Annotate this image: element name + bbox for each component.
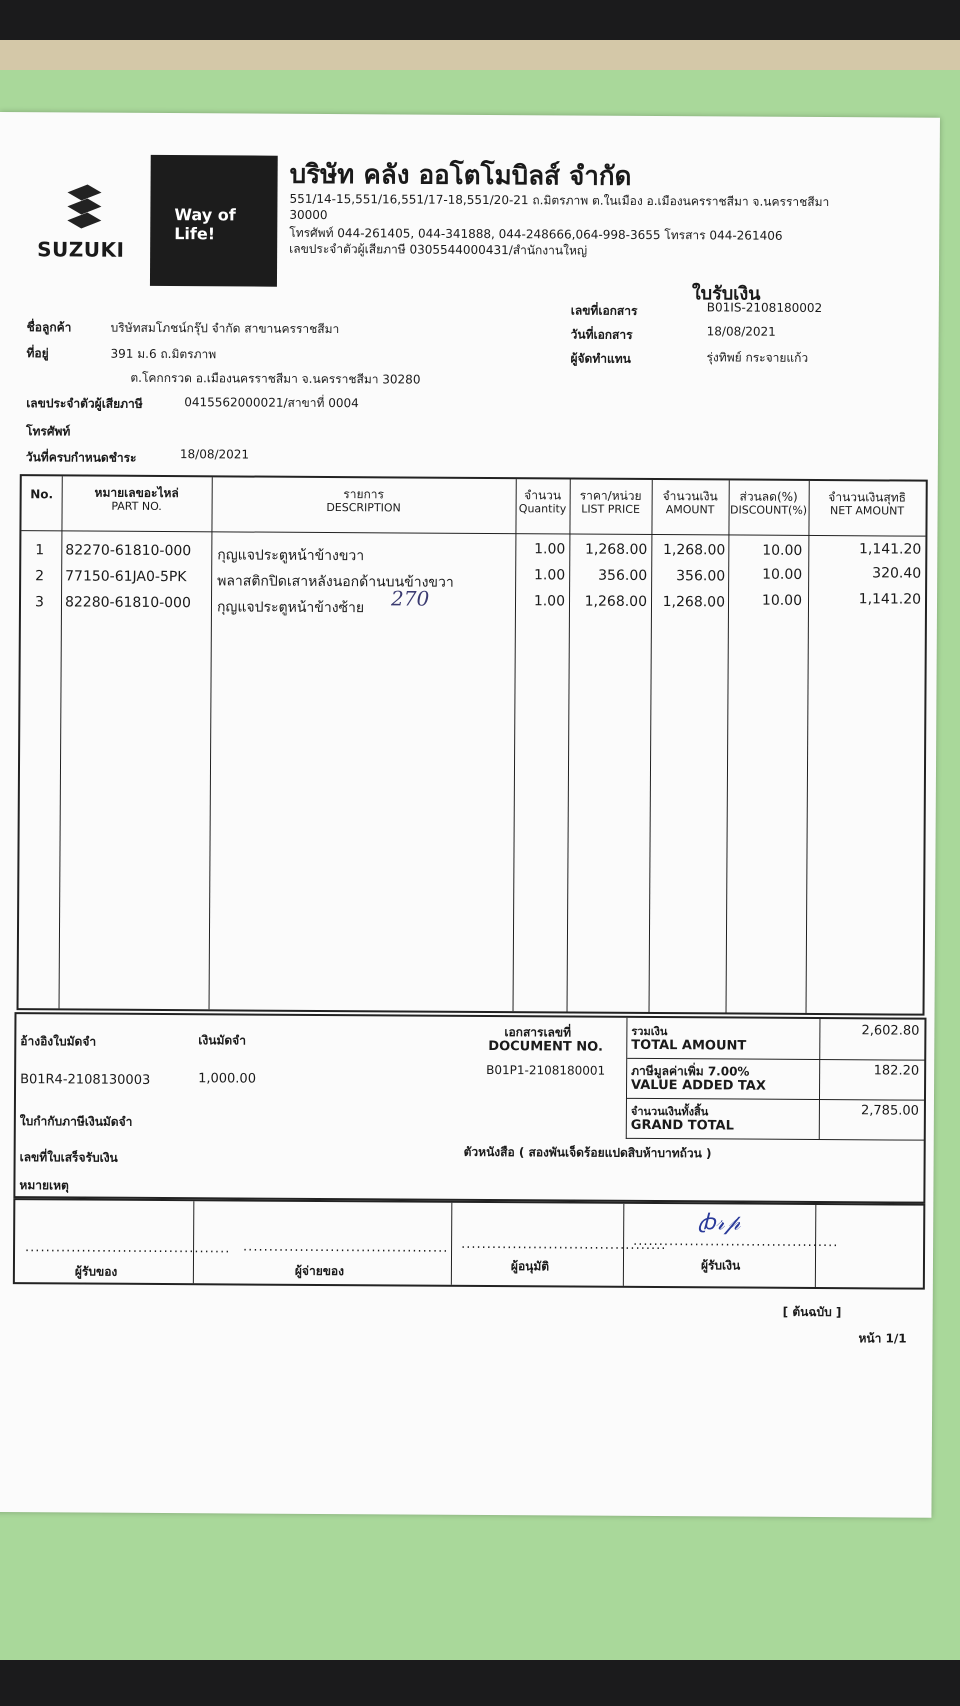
company-name: บริษัท คลัง ออโตโมบิลส์ จำกัด (289, 159, 632, 192)
customer-tax-label: เลขประจำตัวผู้เสียภาษี (26, 396, 143, 411)
customer-phone-label: โทรศัพท์ (26, 424, 71, 439)
docno-label-th: เอกสารเลขที่ (504, 1025, 572, 1040)
handwritten-signature: ꞗ𝓇𝓅 (697, 1210, 741, 1236)
grand-total: 2,785.00 (860, 1103, 919, 1119)
col-header-list-price: ราคา/หน่วย LIST PRICE (579, 488, 642, 516)
deposit-label: เงินมัดจำ (198, 1033, 247, 1048)
due-date: 18/08/2021 (179, 447, 250, 462)
copy-label: [ ต้นฉบับ ] (782, 1304, 842, 1320)
receipt-no-label: เลขที่ใบเสร็จรับเงิน (19, 1150, 118, 1165)
col-header-no: No. (30, 487, 54, 502)
col-header-part: หมายเลขอะไหล่ PART NO. (94, 485, 179, 513)
table-header-divider (21, 530, 925, 537)
receiver-money-label: ผู้รับเงิน (700, 1258, 741, 1273)
vat-label-en: VALUE ADDED TAX (631, 1077, 766, 1094)
items-table (17, 474, 928, 1016)
page-number: หน้า 1/1 (858, 1331, 907, 1346)
signature-line: ........................................ (243, 1239, 449, 1256)
table-row: 3 82280-61810-000 กุญแจประตูหน้าข้างซ้าย 1.00 1,268.00 1,268.00 10.00 1,141.20 (34, 591, 922, 617)
doc-no: B01IS-2108180002 (706, 300, 823, 316)
summary-box (13, 1012, 926, 1204)
doc-date-label: วันที่เอกสาร (570, 327, 633, 342)
deposit-ref-label: อ้างอิงใบมัดจำ (20, 1034, 97, 1049)
slogan: Way of Life! (174, 205, 236, 244)
table-row: 2 77150-61JA0-5PK พลาสติกปิดเสาหลังนอกด้านบนข้างขวา 1.00 356.00 356.00 10.00 320.40 (35, 565, 922, 591)
suzuki-s-logo-icon (61, 182, 107, 228)
brand-name: SUZUKI (37, 237, 125, 262)
table-row: 1 82270-61810-000 กุญแจประตูหน้าข้างขวา 1.00 1,268.00 1,268.00 10.00 1,141.20 (35, 541, 922, 565)
col-header-description: รายการ DESCRIPTION (326, 487, 401, 515)
deposit-amount: 1,000.00 (198, 1071, 257, 1087)
docno: B01P1-2108180001 (486, 1062, 606, 1078)
prepared-by: รุ่งทิพย์ กระจายแก้ว (706, 350, 809, 365)
customer-address-line2: ต.โคกกรวด อ.เมืองนครราชสีมา จ.นครราชสีมา 30280 (130, 370, 421, 387)
signature-line: ........................................ (461, 1236, 667, 1254)
document-title: ใบรับเงิน (691, 283, 761, 305)
col-header-discount: ส่วนลด(%) DISCOUNT(%) (729, 489, 808, 517)
vat-label-th: ภาษีมูลค่าเพิ่ม 7.00% (631, 1063, 750, 1079)
deposit-ref: B01R4-2108130003 (20, 1072, 151, 1088)
giver-goods-label: ผู้จ่ายของ (294, 1263, 345, 1279)
grand-label-en: GRAND TOTAL (630, 1117, 734, 1134)
col-header-quantity: จำนวน Quantity (518, 488, 567, 516)
remark-label: หมายเหตุ (19, 1178, 69, 1193)
total-label-th: รวมเงิน (631, 1024, 668, 1039)
receiver-goods-label: ผู้รับของ (74, 1264, 118, 1279)
customer-address-line1: 391 ม.6 ถ.มิตรภาพ (110, 346, 217, 362)
receipt-document (0, 112, 940, 1518)
amount-in-words: ตัวหนังสือ ( สองพันเจ็ดร้อยแปดสิบห้าบาทถ้วน ) (463, 1144, 712, 1161)
signature-row (13, 1198, 926, 1290)
col-header-amount: จำนวนเงิน AMOUNT (662, 489, 718, 517)
customer-address-label: ที่อยู่ (26, 346, 49, 361)
customer-tax-id: 0415562000021/สาขาที่ 0004 (184, 395, 359, 411)
vat-amount: 182.20 (873, 1063, 920, 1079)
doc-no-label: เลขที่เอกสาร (570, 303, 638, 318)
total-amount: 2,602.80 (861, 1023, 920, 1039)
company-phone: โทรศัพท์ 044-261405, 044-341888, 044-248666,064-998-3655 โทรสาร 044-261406 (289, 225, 783, 243)
customer-name-label: ชื่อลูกค้า (26, 320, 72, 335)
handwritten-note: 270 (390, 586, 430, 611)
company-tax-id: เลขประจำตัวผู้เสียภาษี 0305544000431/สำนักงานใหญ่ (289, 241, 588, 258)
company-address: 551/14-15,551/16,551/17-18,551/20-21 ถ.มิตรภาพ ต.ในเมือง อ.เมืองนครราชสีมา จ.นครราชสีมา (289, 191, 830, 210)
grand-label-th: จำนวนเงินทั้งสิ้น (630, 1104, 709, 1119)
signature-line: ........................................ (25, 1240, 231, 1257)
prepared-by-label: ผู้จัดทำแทน (570, 351, 631, 366)
approver-label: ผู้อนุมัติ (510, 1259, 550, 1274)
signature-line: ........................................ (633, 1233, 839, 1251)
doc-date: 18/08/2021 (706, 324, 776, 339)
deposit-tax-label: ใบกำกับภาษีเงินมัดจำ (19, 1114, 133, 1129)
company-postcode: 30000 (289, 207, 328, 223)
due-date-label: วันที่ครบกำหนดชำระ (25, 450, 137, 465)
col-header-net-amount: จำนวนเงินสุทธิ NET AMOUNT (828, 490, 907, 518)
docno-label-en: DOCUMENT NO. (488, 1039, 603, 1055)
total-label-en: TOTAL AMOUNT (631, 1037, 747, 1054)
customer-name: บริษัทสมโภชน์กรุ๊ป จำกัด สาขานครราชสีมา (110, 320, 340, 337)
slogan-box (150, 155, 278, 287)
totals-grid (626, 1018, 926, 1141)
